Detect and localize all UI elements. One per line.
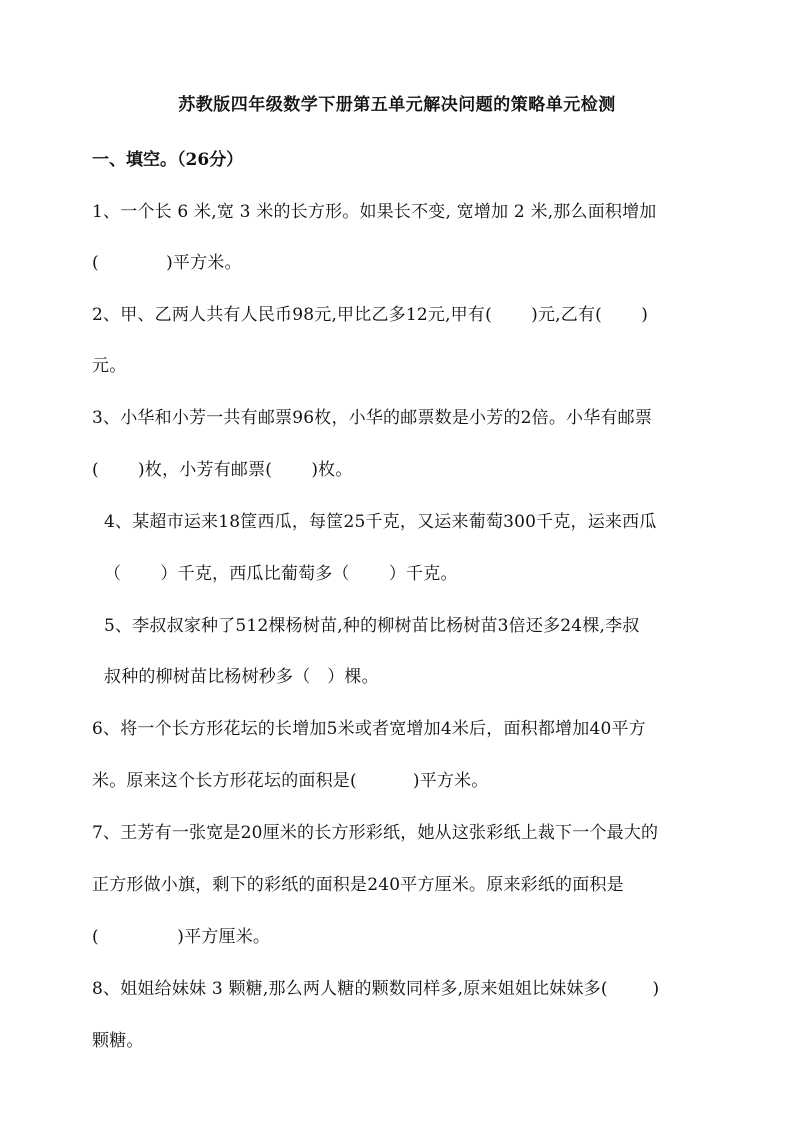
question-1-line-2: ( )平方米。: [92, 253, 242, 273]
question-4-line-2: （ ）千克，西瓜比葡萄多（ ）千克。: [104, 564, 458, 584]
question-3-line-1: 3、小华和小芳一共有邮票96枚，小华的邮票数是小芳的2倍。小华有邮票: [92, 408, 653, 428]
page-title: 苏教版四年级数学下册第五单元解决问题的策略单元检测: [178, 95, 616, 115]
question-7-line-1: 7、王芳有一张宽是20厘米的长方形彩纸，她从这张彩纸上裁下一个最大的: [92, 823, 659, 843]
question-8-line-1: 8、姐姐给妹妹 3 颗糖,那么两人糖的颗数同样多,原来姐姐比妹妹多( ): [92, 979, 660, 999]
question-2-line-1: 2、甲、乙两人共有人民币98元,甲比乙多12元,甲有( )元,乙有( ): [92, 305, 649, 325]
question-3-line-2: ( )枚，小芳有邮票( )枚。: [92, 460, 353, 480]
question-6-line-2: 米。原来这个长方形花坛的面积是( )平方米。: [92, 771, 489, 791]
section-heading: 一、填空。（26分）: [92, 150, 244, 170]
question-1-line-1: 1、一个长 6 米,宽 3 米的长方形。如果长不变, 宽增加 2 米,那么面积增加: [92, 202, 657, 222]
question-7-line-3: ( )平方厘米。: [92, 927, 271, 947]
question-6-line-1: 6、将一个长方形花坛的长增加5米或者宽增加4米后，面积都增加40平方: [92, 719, 646, 739]
question-7-line-2: 正方形做小旗，剩下的彩纸的面积是240平方厘米。原来彩纸的面积是: [92, 875, 624, 895]
question-4-line-1: 4、某超市运来18筐西瓜，每筐25千克，又运来葡萄300千克，运来西瓜: [104, 512, 657, 532]
question-5-line-1: 5、李叔叔家种了512棵杨树苗,种的柳树苗比杨树苗3倍还多24棵,李叔: [104, 616, 640, 636]
question-2-line-2: 元。: [92, 356, 127, 376]
question-5-line-2: 叔种的柳树苗比杨树秒多（ ）棵。: [104, 667, 379, 687]
question-8-line-2: 颗糖。: [92, 1031, 144, 1051]
